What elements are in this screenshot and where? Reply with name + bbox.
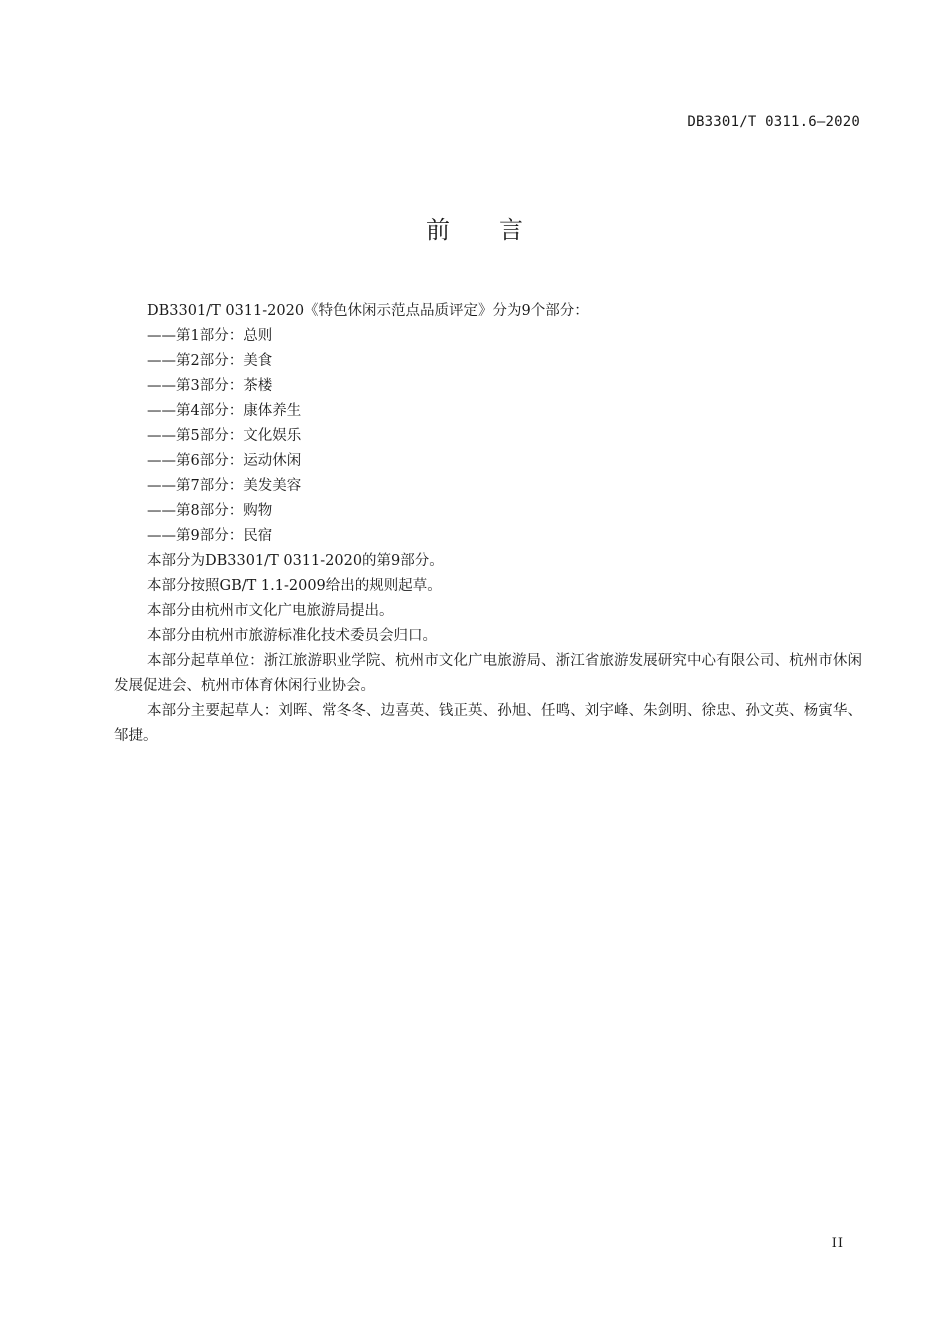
centralized-statement: 本部分由杭州市旅游标准化技术委员会归口。	[147, 628, 437, 644]
part-list-item: ——第6部分：运动休闲	[147, 453, 302, 469]
part-statement: 本部分为DB3301/T 0311-2020的第9部分。	[147, 553, 444, 569]
drafters: 本部分主要起草人：刘晖、常冬冬、边喜英、钱正英、孙旭、任鸣、刘宇峰、朱剑明、徐忠、孙文英、杨寅华、邹捷。	[114, 703, 862, 744]
part-list-item: ——第4部分：康体养生	[147, 403, 302, 419]
title-char-1: 前	[426, 216, 451, 244]
part-list-item: ——第7部分：美发美容	[147, 478, 302, 494]
page-title	[0, 210, 950, 245]
proposer-statement: 本部分由杭州市文化广电旅游局提出。	[147, 603, 394, 619]
title-char-2: 言	[499, 216, 524, 244]
part-list-item: ——第1部分：总则	[147, 328, 273, 344]
part-list-item: ——第5部分：文化娱乐	[147, 428, 302, 444]
page-number: II	[831, 1236, 844, 1251]
intro-paragraph: DB3301/T 0311-2020《特色休闲示范点品质评定》分为9个部分：	[147, 303, 589, 319]
part-list-item: ——第9部分：民宿	[147, 528, 273, 544]
foreword-body	[114, 299, 862, 749]
part-list-item: ——第8部分：购物	[147, 503, 273, 519]
drafting-units: 本部分起草单位：浙江旅游职业学院、杭州市文化广电旅游局、浙江省旅游发展研究中心有限公司、杭州市休闲发展促进会、杭州市体育休闲行业协会。	[114, 653, 862, 694]
document-code: DB3301/T 0311.6—2020	[687, 114, 860, 130]
part-list-item: ——第3部分：茶楼	[147, 378, 273, 394]
part-list-item: ——第2部分：美食	[147, 353, 273, 369]
drafting-rules: 本部分按照GB/T 1.1-2009给出的规则起草。	[147, 578, 442, 594]
